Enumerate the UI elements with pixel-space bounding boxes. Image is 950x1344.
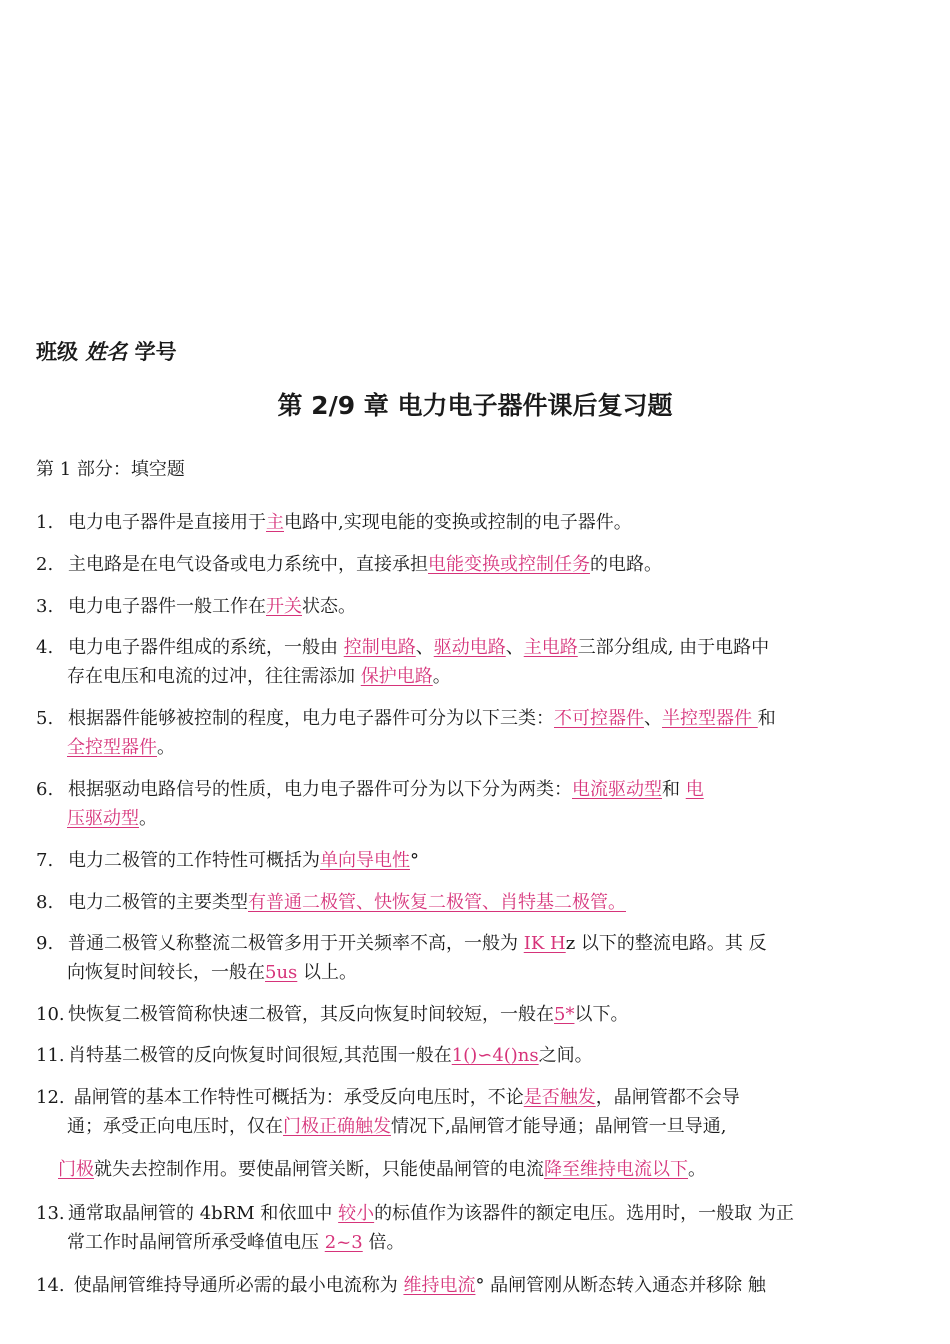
separator: 、 <box>415 637 434 658</box>
question-text: 以上。 <box>297 962 358 983</box>
question-text: 倍。 <box>362 1232 405 1253</box>
question-text: 和 <box>662 779 686 800</box>
student-id-label: 学号 <box>134 340 177 364</box>
question-text: 存在电压和电流的过冲，往往需添加 <box>67 666 361 687</box>
question-text: ° 晶闸管刚从断态转入通态并移除 触 <box>475 1275 766 1296</box>
answer: 5us <box>265 962 298 983</box>
question-text: 晶闸管的基本工作特性可概括为：承受反向电压时，不论 <box>68 1087 524 1108</box>
answer: 5* <box>554 1004 575 1025</box>
question-text: ，晶闸管都不会导 <box>595 1087 740 1108</box>
question-1 <box>36 508 920 537</box>
answer: 有普通二极管、快恢复二极管、肖特基二极管。 <box>248 892 626 913</box>
question-text: 电力二极管的工作特性可概括为 <box>68 850 320 871</box>
question-8 <box>36 888 920 917</box>
answer: IK H <box>523 933 566 954</box>
question-text: 根据驱动电路信号的性质，电力电子器件可分为以下分为两类： <box>68 779 572 800</box>
answer: 全控型器件 <box>67 737 157 758</box>
question-11 <box>36 1041 920 1070</box>
answer: 控制电路 <box>343 637 416 658</box>
answer: 主电路 <box>523 637 578 658</box>
question-text: 主电路是在电气设备或电力系统中，直接承担 <box>68 554 428 575</box>
question-text: 状态。 <box>302 596 356 617</box>
answer: 维持电流 <box>403 1275 476 1296</box>
question-text: 普通二极管乂称整流二极管多用于开关频率不高，一般为 <box>68 933 524 954</box>
answer: 1()∽4()ns <box>451 1045 539 1066</box>
answer: 压驱动型 <box>67 808 139 829</box>
question-text: 情况下,晶闸管才能导通；晶闸管一旦导通, <box>391 1116 727 1137</box>
question-2 <box>36 550 920 579</box>
question-number: 5. <box>36 708 54 729</box>
question-number: 6. <box>36 779 54 800</box>
class-label: 班级 <box>36 340 78 364</box>
question-text: 的标值作为该器件的额定电压。选用时，一般取 为正 <box>374 1203 794 1224</box>
student-info-line <box>36 336 177 366</box>
page-title: 第 2/9 章 电力电子器件课后复习题 <box>277 391 673 420</box>
question-text: 电力二极管的主要类型 <box>68 892 248 913</box>
answer: 驱动电路 <box>433 637 506 658</box>
question-text: 使晶闸管维持导通所必需的最小电流称为 <box>68 1275 404 1296</box>
question-number: 8. <box>36 892 54 913</box>
answer: 2~3 <box>324 1232 363 1253</box>
question-4 <box>36 633 920 691</box>
question-text: 和 <box>757 708 776 729</box>
question-text: 。 <box>432 666 451 687</box>
question-text: 肖特基二极管的反向恢复时间很短,其范围一般在 <box>68 1045 452 1066</box>
question-number: 2. <box>36 554 54 575</box>
question-number: 3. <box>36 596 54 617</box>
question-text: 电力电子器件组成的系统，一般由 <box>68 637 344 658</box>
answer: 降至维持电流以下 <box>544 1159 688 1180</box>
question-text: 就失去控制作用。要使晶闸管关断，只能使晶闸管的电流 <box>94 1159 544 1180</box>
question-text: 向恢复时间较长，一般在 <box>67 962 265 983</box>
answer: 电能变换或控制任务 <box>428 554 590 575</box>
question-text: z 以下的整流电路。其 反 <box>565 933 767 954</box>
question-text: 通；承受正向电压时，仅在 <box>67 1116 283 1137</box>
question-text: 。 <box>688 1159 706 1180</box>
section-heading: 第 1 部分：填空题 <box>36 459 185 480</box>
question-6 <box>36 775 920 833</box>
question-text: 三部分组成, 由于电路中 <box>577 637 770 658</box>
question-text: 的电路。 <box>590 554 662 575</box>
question-text: 以下。 <box>574 1004 629 1025</box>
answer: 主 <box>266 512 284 533</box>
question-text: 之间。 <box>538 1045 593 1066</box>
question-10 <box>36 1000 920 1029</box>
question-text: 常工作时晶闸管所承受峰值电压 <box>67 1232 325 1253</box>
question-14 <box>36 1271 920 1300</box>
question-number: 14. <box>36 1275 65 1296</box>
question-number: 9. <box>36 933 54 954</box>
question-text: 电力电子器件是直接用于 <box>68 512 266 533</box>
question-3 <box>36 592 920 621</box>
question-number: 10. <box>36 1004 65 1025</box>
question-9 <box>36 929 920 987</box>
question-text: 。 <box>157 737 175 758</box>
question-text: 通常取晶闸管的 4bRM 和依皿中 <box>68 1203 339 1224</box>
question-12 <box>36 1083 920 1184</box>
question-7 <box>36 846 920 875</box>
answer: 半控型器件 <box>662 708 758 729</box>
question-number: 4. <box>36 637 54 658</box>
answer: 门极正确触发 <box>283 1116 391 1137</box>
name-label: 姓名 <box>85 340 128 364</box>
answer: 是否触发 <box>523 1087 596 1108</box>
separator: 、 <box>505 637 524 658</box>
question-number: 1. <box>36 512 54 533</box>
question-text: 电路中,实现电能的变换或控制的电子器件。 <box>284 512 632 533</box>
question-number: 7. <box>36 850 54 871</box>
question-text: 。 <box>139 808 157 829</box>
question-text: 快恢复二极管简称快速二极管，其反向恢复时间较短，一般在 <box>68 1004 554 1025</box>
question-number: 12. <box>36 1087 65 1108</box>
answer: 保护电路 <box>360 666 433 687</box>
answer: 电 <box>685 779 704 800</box>
question-text: 电力电子器件一般工作在 <box>68 596 266 617</box>
answer: 门极 <box>58 1159 94 1180</box>
question-text: 根据器件能够被控制的程度，电力电子器件可分为以下三类： <box>68 708 554 729</box>
separator: 、 <box>644 708 662 729</box>
question-number: 13. <box>36 1203 65 1224</box>
answer: 不可控器件 <box>554 708 644 729</box>
question-number: 11. <box>36 1045 65 1066</box>
question-5 <box>36 704 920 762</box>
question-text: ° <box>410 850 419 871</box>
answer: 单向导电性 <box>320 850 410 871</box>
answer: 较小 <box>338 1203 375 1224</box>
answer: 开关 <box>266 596 302 617</box>
answer: 电流驱动型 <box>572 779 662 800</box>
question-13 <box>36 1199 920 1257</box>
